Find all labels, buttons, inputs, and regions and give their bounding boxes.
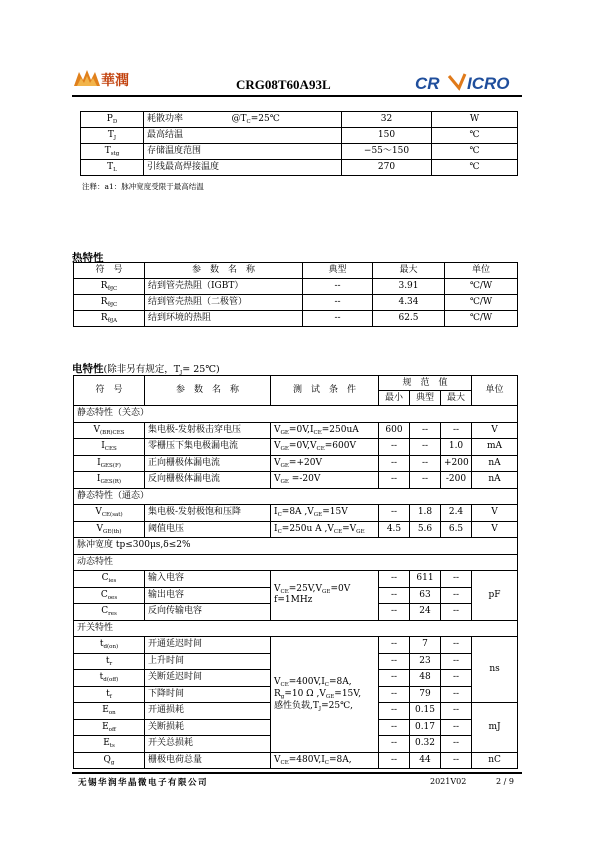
svg-text:CR: CR [415, 74, 440, 93]
unit-cell: nA [472, 455, 518, 472]
max-cell: -- [441, 571, 472, 588]
param-cell: 关断损耗 [145, 719, 271, 736]
unit-cell: ℃/W [445, 311, 518, 327]
max-cell: -200 [441, 472, 472, 489]
typ-cell: 5.6 [410, 521, 441, 538]
param-cell: 阈值电压 [145, 521, 271, 538]
crmicro-logo [415, 70, 525, 94]
thermal-header-row [74, 263, 518, 279]
symbol-cell: $I_{CES}$ [74, 439, 145, 456]
typ-cell: -- [410, 439, 441, 456]
typ-cell: -- [410, 422, 441, 439]
param-cell: 耗散功率 [144, 112, 229, 128]
typ-cell: 1.8 [410, 505, 441, 522]
param-row [74, 752, 518, 769]
param-cell: 下降时间 [145, 686, 271, 703]
param-cell: 引线最高焊接温度 [144, 160, 229, 176]
footer-company: 无锡华润华晶微电子有限公司 [78, 778, 209, 788]
max-ratings-note: 注释：a1：脉冲宽度受限于最高结温 [82, 182, 204, 191]
condition-cell: $V_{GE} =-20V$ [271, 472, 379, 489]
electrical-subtitle: (除非另有规定，$T_J=$ 25℃) [103, 364, 220, 376]
param-cell: 零栅压下集电极漏电流 [145, 439, 271, 456]
min-cell: -- [379, 587, 410, 604]
symbol-cell: $t_f$ [74, 686, 145, 703]
unit-cell: ℃ [432, 128, 518, 144]
max-cell: -- [441, 686, 472, 703]
condition-cell [229, 160, 342, 176]
param-row [74, 571, 518, 588]
typ-cell: 23 [410, 653, 441, 670]
header-cell: 最大 [373, 263, 445, 279]
param-cell: 最高结温 [144, 128, 229, 144]
max-ratings-table [80, 111, 518, 176]
unit-cell: ℃ [432, 144, 518, 160]
param-cell: 开关总损耗 [145, 736, 271, 753]
group-label-row: 静态特性（关态） [74, 406, 518, 423]
typ-cell: 0.32 [410, 736, 441, 753]
param-cell: 反向传输电容 [145, 604, 271, 621]
condition-cell: $V_{CE}=480V,I_C=8A$, [271, 752, 379, 769]
param-cell: 关断延迟时间 [145, 670, 271, 687]
param-cell: 上升时间 [145, 653, 271, 670]
condition-cell: $V_{CE}=400V,I_C=8A$, $R_g=10$ Ω $,V_{GE}=15V$, 感性负载$,T_J=25℃$, [271, 637, 379, 753]
header-cell: 典型 [410, 391, 441, 406]
max-rating-row [81, 144, 518, 160]
symbol-cell: $T_J$ [81, 128, 144, 144]
max-cell: -- [441, 670, 472, 687]
unit-cell: ℃ [432, 160, 518, 176]
symbol-cell: $C_{oes}$ [74, 587, 145, 604]
thermal-row [74, 279, 518, 295]
footer-version: 2021V02 [430, 777, 467, 786]
typ-cell: 63 [410, 587, 441, 604]
max-cell: 4.34 [373, 295, 445, 311]
header-cell: 典型 [303, 263, 373, 279]
symbol-cell: $t_r$ [74, 653, 145, 670]
typ-cell: 7 [410, 637, 441, 654]
header-cell: 参 数 名 称 [145, 376, 271, 406]
symbol-cell: $t_{d(off)}$ [74, 670, 145, 687]
condition-cell: $I_C=8A$ $,V_{GE}=15V$ [271, 505, 379, 522]
typ-cell: -- [410, 455, 441, 472]
max-rating-row [81, 160, 518, 176]
doc-title: CRG08T60A93L [236, 77, 331, 92]
max-cell: +200 [441, 455, 472, 472]
min-cell: -- [379, 439, 410, 456]
unit-cell: W [432, 112, 518, 128]
header-cell: 测 试 条 件 [271, 376, 379, 406]
footer-rule [72, 772, 522, 774]
param-cell: 集电极-发射极击穿电压 [145, 422, 271, 439]
typ-cell: 79 [410, 686, 441, 703]
electrical-title-text: 电特性 [72, 363, 104, 375]
symbol-cell: $t_{d(on)}$ [74, 637, 145, 654]
unit-cell: nA [472, 472, 518, 489]
param-cell: 输出电容 [145, 587, 271, 604]
header-cell: 最大 [441, 391, 472, 406]
param-cell: 开通损耗 [145, 703, 271, 720]
min-cell: -- [379, 455, 410, 472]
unit-cell: V [472, 422, 518, 439]
thermal-row [74, 311, 518, 327]
param-row [74, 505, 518, 522]
typ-cell: -- [303, 311, 373, 327]
param-row [74, 455, 518, 472]
unit-cell: ns [472, 637, 518, 703]
unit-cell: V [472, 505, 518, 522]
group-label-row: 静态特性（通态） [74, 488, 518, 505]
param-row [74, 439, 518, 456]
max-cell: 1.0 [441, 439, 472, 456]
value-cell: 150 [342, 128, 432, 144]
electrical-title [72, 361, 220, 376]
condition-cell: $V_{CE}=25V,V_{GE}=0V$ f=1MHz [271, 571, 379, 621]
condition-cell: $V_{GE}=0V,I_{CE}=250uA$ [271, 422, 379, 439]
typ-cell: 0.17 [410, 719, 441, 736]
condition-cell [229, 144, 342, 160]
header-cell: 符 号 [74, 263, 145, 279]
thermal-table [73, 262, 518, 327]
svg-text:ICRO: ICRO [467, 74, 510, 93]
symbol-cell: $I_{GES(F)}$ [74, 455, 145, 472]
symbol-cell: $C_{res}$ [74, 604, 145, 621]
typ-cell: 24 [410, 604, 441, 621]
electrical-header-row [74, 376, 518, 391]
max-cell: -- [441, 719, 472, 736]
max-cell: -- [441, 736, 472, 753]
param-cell: 输入电容 [145, 571, 271, 588]
symbol-cell: $V_{(BR)CES}$ [74, 422, 145, 439]
min-cell: -- [379, 703, 410, 720]
crmicro-logo-icon [415, 70, 525, 94]
huarun-logo-icon [74, 68, 100, 88]
thermal-title: 热特性 [72, 252, 104, 264]
typ-cell: 44 [410, 752, 441, 769]
typ-cell: -- [303, 295, 373, 311]
symbol-cell: $T_L$ [81, 160, 144, 176]
symbol-cell: $E_{ts}$ [74, 736, 145, 753]
group-label-row: 脉冲宽度 tp≤300μs,δ≤2% [74, 538, 518, 555]
min-cell: -- [379, 637, 410, 654]
min-cell: -- [379, 736, 410, 753]
typ-cell: -- [410, 472, 441, 489]
symbol-cell: $Q_g$ [74, 752, 145, 769]
header-cell: 符 号 [74, 376, 145, 406]
symbol-cell: $V_{CE(sat)}$ [74, 505, 145, 522]
unit-cell: pF [472, 571, 518, 621]
condition-cell: $V_{GE}=+20V$ [271, 455, 379, 472]
param-cell: 集电极-发射极饱和压降 [145, 505, 271, 522]
typ-cell: 0.15 [410, 703, 441, 720]
symbol-cell: $R_{\theta JC}$ [74, 279, 145, 295]
typ-cell: 48 [410, 670, 441, 687]
min-cell: -- [379, 604, 410, 621]
max-cell: -- [441, 703, 472, 720]
unit-cell: V [472, 521, 518, 538]
param-cell: 正向栅极体漏电流 [145, 455, 271, 472]
min-cell: -- [379, 653, 410, 670]
min-cell: -- [379, 571, 410, 588]
max-cell: -- [441, 422, 472, 439]
symbol-cell: $P_D$ [81, 112, 144, 128]
min-cell: -- [379, 670, 410, 687]
max-cell: -- [441, 637, 472, 654]
param-cell: 开通延迟时间 [145, 637, 271, 654]
typ-cell: 611 [410, 571, 441, 588]
param-cell: 结到环境的热阻 [145, 311, 303, 327]
max-rating-row [81, 128, 518, 144]
header-cell: 规 范 值 [379, 376, 472, 391]
electrical-table [73, 375, 518, 769]
value-cell: −55～150 [342, 144, 432, 160]
param-cell: 栅极电荷总量 [145, 752, 271, 769]
header-logo [74, 68, 134, 90]
symbol-cell: $V_{GE(th)}$ [74, 521, 145, 538]
max-cell: -- [441, 653, 472, 670]
typ-cell: -- [303, 279, 373, 295]
symbol-cell: $T_{stg}$ [81, 144, 144, 160]
symbol-cell: $C_{ies}$ [74, 571, 145, 588]
value-cell: 270 [342, 160, 432, 176]
symbol-cell: $E_{off}$ [74, 719, 145, 736]
param-cell: 结到管壳热阻（IGBT） [145, 279, 303, 295]
symbol-cell: $R_{\theta JC}$ [74, 295, 145, 311]
unit-cell: mA [472, 439, 518, 456]
group-label-row: 开关特性 [74, 620, 518, 637]
max-cell: 2.4 [441, 505, 472, 522]
symbol-cell: $E_{on}$ [74, 703, 145, 720]
min-cell: -- [379, 505, 410, 522]
unit-cell: nC [472, 752, 518, 769]
huarun-logo-text: 華潤 [101, 73, 129, 89]
param-row [74, 521, 518, 538]
header-cell: 单位 [445, 263, 518, 279]
max-cell: -- [441, 604, 472, 621]
param-cell: 存储温度范围 [144, 144, 229, 160]
thermal-row [74, 295, 518, 311]
param-row [74, 637, 518, 654]
unit-cell: ℃/W [445, 295, 518, 311]
header-rule [72, 95, 522, 97]
group-label-row: 动态特性 [74, 554, 518, 571]
param-cell: 反向栅极体漏电流 [145, 472, 271, 489]
condition-cell: $@T_C=25℃$ [229, 112, 342, 128]
max-cell: 6.5 [441, 521, 472, 538]
param-row [74, 422, 518, 439]
max-cell: -- [441, 587, 472, 604]
min-cell: -- [379, 472, 410, 489]
param-cell: 结到管壳热阻（二极管） [145, 295, 303, 311]
max-cell: -- [441, 752, 472, 769]
min-cell: 600 [379, 422, 410, 439]
condition-cell: $I_C=250u$ A $,V_{CE}=V_{GE}$ [271, 521, 379, 538]
unit-cell: mJ [472, 703, 518, 753]
max-cell: 3.91 [373, 279, 445, 295]
unit-cell: ℃/W [445, 279, 518, 295]
condition-cell [229, 128, 342, 144]
max-cell: 62.5 [373, 311, 445, 327]
header-cell: 单位 [472, 376, 518, 406]
min-cell: -- [379, 719, 410, 736]
min-cell: -- [379, 686, 410, 703]
header-cell: 参 数 名 称 [145, 263, 303, 279]
param-row [74, 472, 518, 489]
condition-cell: $V_{GE}=0V,V_{CE}=600V$ [271, 439, 379, 456]
header-cell: 最小 [379, 391, 410, 406]
value-cell: 32 [342, 112, 432, 128]
footer-page: 2 / 9 [496, 777, 514, 786]
min-cell: 4.5 [379, 521, 410, 538]
min-cell: -- [379, 752, 410, 769]
symbol-cell: $R_{\theta JA}$ [74, 311, 145, 327]
symbol-cell: $I_{GES(R)}$ [74, 472, 145, 489]
max-rating-row [81, 112, 518, 128]
